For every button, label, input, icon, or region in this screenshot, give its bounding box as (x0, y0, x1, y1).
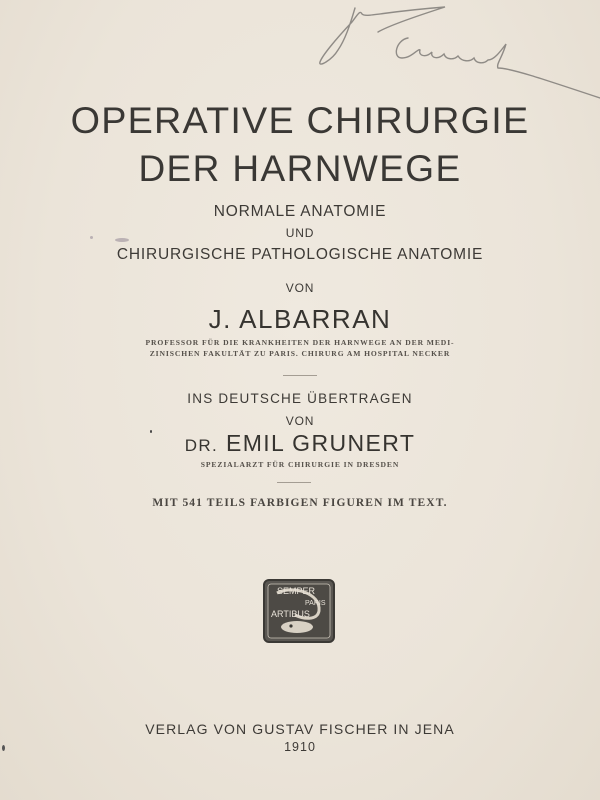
publisher-emblem-icon (263, 579, 335, 643)
paper-stain (115, 238, 129, 242)
emblem-text-3: ARTIBUS (271, 609, 310, 619)
figures-note: MIT 541 TEILS FARBIGEN FIGUREN IM TEXT. (152, 497, 448, 509)
title-line-1: OPERATIVE CHIRURGIE (70, 100, 530, 141)
author-von: VON (285, 281, 315, 295)
author-affiliation-line-1: PROFESSOR FÜR DIE KRANKHEITEN DER HARNWEGE AN DER MEDI- (145, 338, 455, 347)
subtitle-conjunction: UND (285, 226, 315, 240)
handwritten-signature (300, 0, 600, 115)
translator-name: EMIL GRUNERT (225, 430, 416, 456)
translator-name-line (0, 430, 600, 457)
emblem-text-2: PARIS (305, 600, 326, 607)
emblem-text-1: SEMPER (277, 586, 316, 596)
subtitle-line-2: CHIRURGISCHE PATHOLOGISCHE ANATOMIE (116, 246, 484, 263)
publication-year: 1910 (284, 740, 316, 754)
author-affiliation-line-2: ZINISCHEN FAKULTÄT ZU PARIS. CHIRURG AM HOSPITAL NECKER (149, 349, 451, 358)
publisher-imprint: VERLAG VON GUSTAV FISCHER IN JENA (145, 721, 455, 737)
title-line-2: DER HARNWEGE (138, 148, 462, 189)
paper-stain (2, 745, 5, 751)
translation-heading: INS DEUTSCHE ÜBERTRAGEN (187, 391, 413, 406)
subtitle-line-1: NORMALE ANATOMIE (213, 203, 387, 220)
paper-stain (90, 236, 93, 239)
author-name: J. ALBARRAN (208, 304, 392, 334)
paper-stain (150, 430, 152, 433)
divider-rule (283, 375, 317, 376)
divider-rule (277, 482, 311, 483)
translator-affiliation: SPEZIALARZT FÜR CHIRURGIE IN DRESDEN (200, 460, 400, 469)
translator-von: VON (285, 414, 315, 428)
translator-title: DR. (184, 436, 219, 455)
